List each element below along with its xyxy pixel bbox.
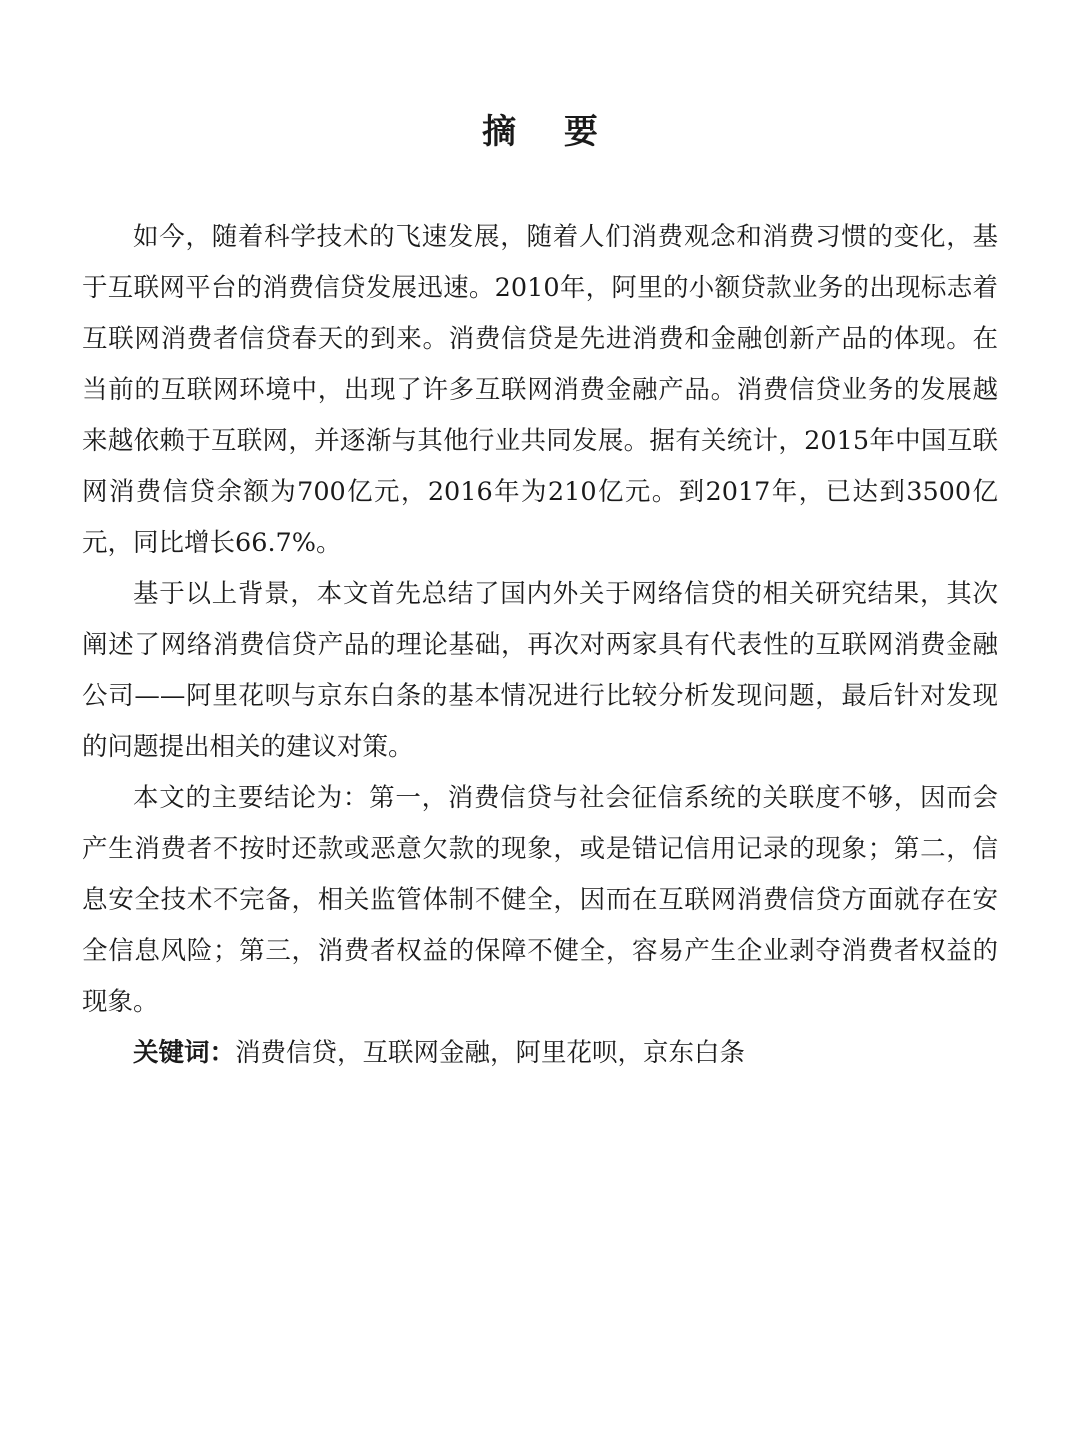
abstract-title: 摘 要 bbox=[482, 112, 616, 152]
keywords-label: 关键词： bbox=[133, 1038, 236, 1068]
abstract-paragraph-3: 本文的主要结论为：第一，消费信贷与社会征信系统的关联度不够，因而会产生消费者不按时还款或恶意欠款的现象，或是错记信用记录的现象；第二，信息安全技术不完备，相关监管体制不健全，因而在互联网消费信贷方面就存在安全信息风险；第三，消费者权益的保障不健全，容易产生企业剥夺消费者权益的现象。 bbox=[82, 783, 998, 1017]
keywords-line bbox=[82, 1028, 998, 1079]
abstract-paragraph-2: 基于以上背景，本文首先总结了国内外关于网络信贷的相关研究结果，其次阐述了网络消费信贷产品的理论基础，再次对两家具有代表性的互联网消费金融公司——阿里花呗与京东白条的基本情况进行比较分析发现问题，最后针对发现的问题提出相关的建议对策。 bbox=[82, 579, 998, 762]
keywords-value: 消费信贷，互联网金融，阿里花呗，京东白条 bbox=[235, 1038, 746, 1068]
abstract-paragraph-1: 如今，随着科学技术的飞速发展，随着人们消费观念和消费习惯的变化，基于互联网平台的消费信贷发展迅速。2010年，阿里的小额贷款业务的出现标志着互联网消费者信贷春天的到来。消费信贷是先进消费和金融创新产品的体现。在当前的互联网环境中，出现了许多互联网消费金融产品。消费信贷业务的发展越来越依赖于互联网，并逐渐与其他行业共同发展。据有关统计，2015年中国互联网消费信贷余额为700亿元，2016年为210亿元。到2017年，已达到3500亿元，同比增长66.7%。 bbox=[82, 222, 998, 558]
